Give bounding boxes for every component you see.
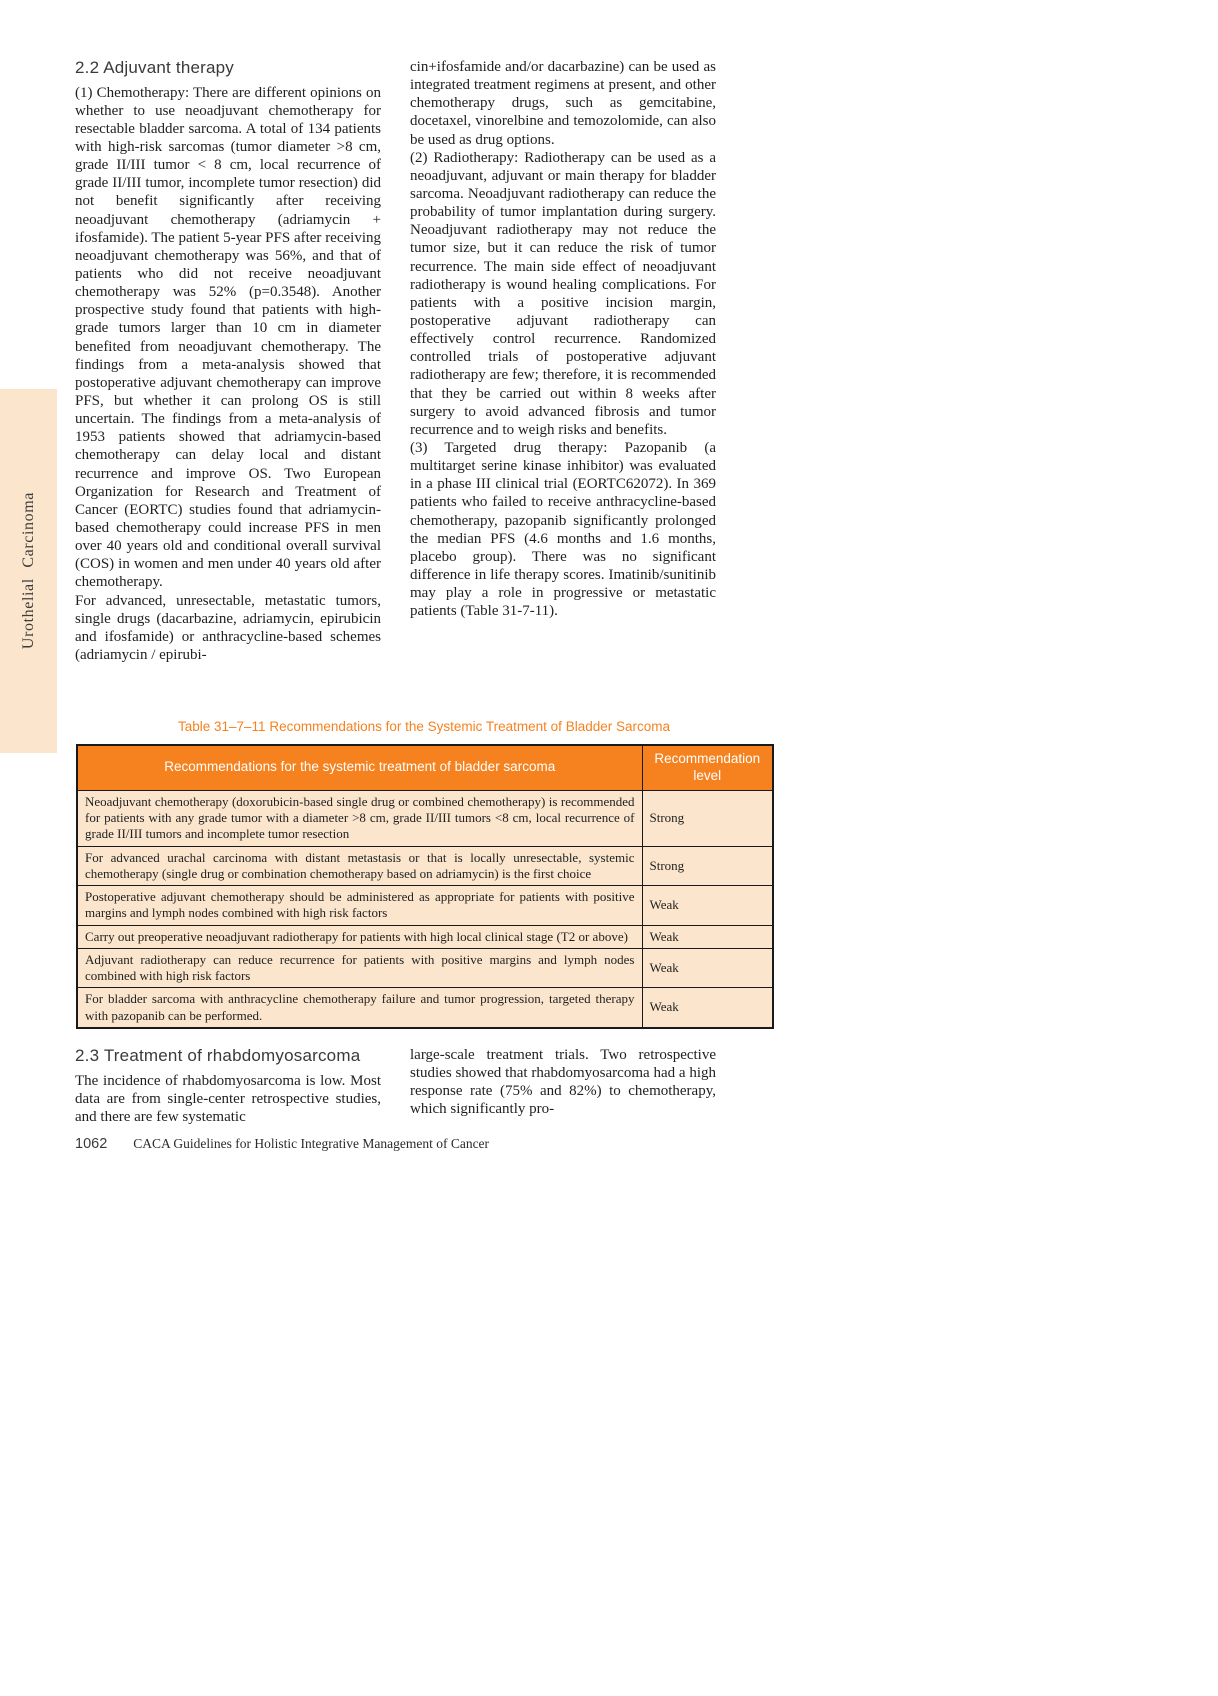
table-cell-recommendation: Adjuvant radiotherapy can reduce recurrence for patients with positive margins and lymph nodes combined with high risk factors <box>77 948 642 988</box>
section-rhabdomyosarcoma-right <box>410 1046 716 1119</box>
table-cell-recommendation: For bladder sarcoma with anthracycline chemotherapy failure and tumor progression, targeted therapy with pazopanib can be performed. <box>77 988 642 1028</box>
paragraph-radiotherapy: (2) Radiotherapy: Radiotherapy can be used as a neoadjuvant, adjuvant or main therapy for bladder sarcoma. Neoadjuvant radiotherapy can reduce the probability of tumor implantation during surgery. Neoadjuvant radiotherapy may not reduce the tumor size, but it can reduce the risk of tumor recurrence. The main side effect of neoadjuvant radiotherapy is wound healing complications. For patients with a positive incision margin, postoperative adjuvant radiotherapy can effectively control recurrence. Randomized controlled trials of postoperative adjuvant radiotherapy are few; therefore, it is recommended that they be carried out within 8 weeks after surgery to avoid advanced fibrosis and tumor recurrence and to weigh risks and benefits. <box>410 149 716 438</box>
table-row <box>77 790 773 846</box>
table-cell-level: Strong <box>642 846 773 886</box>
table-cell-level: Weak <box>642 925 773 948</box>
chapter-sidebar-label: Urothelial Carcinoma <box>19 492 37 650</box>
table-row <box>77 925 773 948</box>
paragraph-targeted-drug-therapy: (3) Targeted drug therapy: Pazopanib (a multitarget serine kinase inhibitor) was evaluated in a phase III clinical trial (EORTC62072). In 369 patients who failed to receive anthracycline-based chemotherapy, pazopanib significantly prolonged the median PFS (4.6 months and 1.6 months, placebo group). There was no significant difference in life therapy scores. Imatinib/sunitinib may play a role in progressive or metastatic patients (Table 31-7-11). <box>410 439 716 620</box>
table-cell-recommendation: For advanced urachal carcinoma with distant metastasis or that is locally unresectable, systemic chemotherapy (single drug or combination chemotherapy based on adriamycin) is the first choice <box>77 846 642 886</box>
page-footer <box>75 1136 489 1152</box>
footer-book-title: CACA Guidelines for Holistic Integrative Management of Cancer <box>133 1136 490 1151</box>
table-cell-recommendation: Neoadjuvant chemotherapy (doxorubicin-based single drug or combined chemotherapy) is recommended for patients with any grade tumor with a diameter >8 cm, grade II/III tumors <8 cm, local recurrence of grade II/III tumors and incomplete tumor resection <box>77 790 642 846</box>
paragraph-rhabdo-right: large-scale treatment trials. Two retrospective studies showed that rhabdomyosarcoma had a high response rate (75% and 82%) to chemotherapy, which significantly pro- <box>410 1047 716 1118</box>
paragraph-rhabdo-left: The incidence of rhabdomyosarcoma is low. Most data are from single-center retrospective studies, and there are few systematic <box>75 1072 381 1125</box>
chapter-sidebar-tab <box>0 389 57 753</box>
page-number: 1062 <box>75 1136 108 1152</box>
table-cell-level: Weak <box>642 886 773 926</box>
table-cell-level: Strong <box>642 790 773 846</box>
text-column-right <box>410 58 716 620</box>
table-row <box>77 886 773 926</box>
section-rhabdomyosarcoma-left <box>75 1046 381 1126</box>
paragraph-advanced-tumors: For advanced, unresectable, metastatic tumors, single drugs (dacarbazine, adriamycin, epirubicin and ifosfamide) or anthracycline-based schemes (adriamycin / epirubi- <box>75 592 381 663</box>
table-cell-level: Weak <box>642 988 773 1028</box>
text-column-left <box>75 58 381 664</box>
paragraph-chemotherapy: (1) Chemotherapy: There are different opinions on whether to use neoadjuvant chemotherapy for resectable bladder sarcoma. A total of 134 patients with high-risk sarcomas (tumor diameter >8 cm, grade II/III tumor < 8 cm, local recurrence of grade II/III tumor, incomplete tumor resection) did not benefit significantly after receiving neoadjuvant chemotherapy (adriamycin + ifosfamide). The patient 5-year PFS after receiving neoadjuvant chemotherapy was 56%, and that of patients who did not receive neoadjuvant chemotherapy was 52% (p=0.3548). Another prospective study found that patients with high-grade tumors larger than 10 cm in diameter benefited from neoadjuvant chemotherapy. The findings from a meta-analysis showed that postoperative adjuvant chemotherapy can improve PFS, but whether it can prolong OS is still uncertain. The findings from a meta-analysis of 1953 patients showed that adriamycin-based chemotherapy can delay local and distant recurrence and improve OS. Two European Organization for Research and Treatment of Cancer (EORTC) studies found that adriamycin-based chemotherapy could increase PFS in men over 40 years old and conditional overall survival (COS) in women and men under 40 years old after chemotherapy. <box>75 84 381 591</box>
table-row <box>77 988 773 1028</box>
recommendations-table <box>76 744 774 1029</box>
section-heading-adjuvant-therapy: 2.2 Adjuvant therapy <box>75 58 235 77</box>
table-row <box>77 846 773 886</box>
table-header-row <box>77 745 773 790</box>
table-header-level: Recommendation level <box>642 745 773 790</box>
paragraph-advanced-tumors-continued: cin+ifosfamide and/or dacarbazine) can be used as integrated treatment regimens at present, and other chemotherapy drugs, such as gemcitabine, docetaxel, vinorelbine and temozolomide, can also be used as drug options. <box>410 59 716 148</box>
table-row <box>77 948 773 988</box>
table-cell-recommendation: Carry out preoperative neoadjuvant radiotherapy for patients with high local clinical stage (T2 or above) <box>77 925 642 948</box>
table-cell-recommendation: Postoperative adjuvant chemotherapy should be administered as appropriate for patients with positive margins and lymph nodes combined with high risk factors <box>77 886 642 926</box>
table-caption: Table 31–7–11 Recommendations for the Systemic Treatment of Bladder Sarcoma <box>177 719 670 734</box>
section-heading-rhabdomyosarcoma: 2.3 Treatment of rhabdomyosarcoma <box>75 1046 361 1065</box>
table-header-recommendations: Recommendations for the systemic treatment of bladder sarcoma <box>77 745 642 790</box>
table-cell-level: Weak <box>642 948 773 988</box>
